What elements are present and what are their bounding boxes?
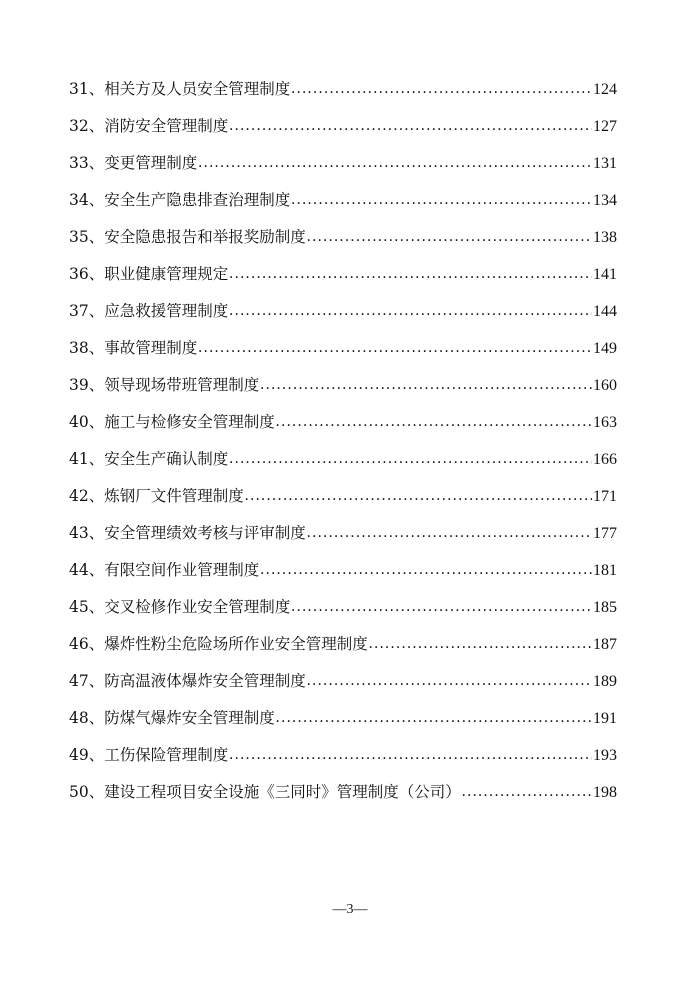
toc-entry-number: 39、 xyxy=(69,376,105,394)
toc-entry-page: 177 xyxy=(593,525,617,542)
toc-leader-dots xyxy=(307,223,592,250)
toc-entry-number: 48、 xyxy=(69,709,105,727)
toc-entry-page: 124 xyxy=(593,81,617,98)
toc-entry-page: 166 xyxy=(593,451,617,468)
toc-entry-title: 有限空间作业管理制度 xyxy=(104,561,260,579)
toc-leader-dots xyxy=(198,334,592,361)
toc-entry-page: 131 xyxy=(593,155,617,172)
toc-entry[interactable] xyxy=(69,631,617,668)
toc-leader-dots xyxy=(229,445,592,472)
toc-leader-dots xyxy=(245,482,592,509)
toc-entry-page: 185 xyxy=(593,599,617,616)
toc-entry[interactable] xyxy=(69,594,617,631)
toc-entry-page: 134 xyxy=(593,192,617,209)
toc-entry-page: 189 xyxy=(593,673,617,690)
toc-entry[interactable] xyxy=(69,261,617,298)
toc-leader-dots xyxy=(307,667,592,694)
toc-entry-title: 相关方及人员安全管理制度 xyxy=(104,80,291,98)
toc-entry-page: 163 xyxy=(593,414,617,431)
toc-entry-number: 38、 xyxy=(69,339,105,357)
toc-entry-page: 171 xyxy=(593,488,617,505)
toc-entry-number: 43、 xyxy=(69,524,105,542)
toc-leader-dots xyxy=(462,778,592,805)
toc-entry-number: 34、 xyxy=(69,191,105,209)
toc-entry-title: 防高温液体爆炸安全管理制度 xyxy=(104,672,306,690)
toc-entry-title: 安全生产确认制度 xyxy=(104,450,229,468)
toc-entry-title: 安全隐患报告和举报奖励制度 xyxy=(104,228,306,246)
toc-entry[interactable] xyxy=(69,483,617,520)
toc-leader-dots xyxy=(291,593,592,620)
toc-entry-title: 事故管理制度 xyxy=(104,339,198,357)
toc-entry-page: 144 xyxy=(593,303,617,320)
toc-entry[interactable] xyxy=(69,779,617,816)
toc-entry-number: 33、 xyxy=(69,154,105,172)
toc-entry-title: 领导现场带班管理制度 xyxy=(104,376,260,394)
toc-entry[interactable] xyxy=(69,446,617,483)
toc-leader-dots xyxy=(198,149,592,176)
toc-entry[interactable] xyxy=(69,742,617,779)
toc-leader-dots xyxy=(229,741,592,768)
toc-leader-dots xyxy=(229,297,592,324)
toc-entry-page: 198 xyxy=(593,784,617,801)
toc-leader-dots xyxy=(291,186,592,213)
toc-leader-dots xyxy=(260,371,592,398)
toc-entry-page: 187 xyxy=(593,636,617,653)
toc-entry-page: 149 xyxy=(593,340,617,357)
toc-leader-dots xyxy=(291,75,592,102)
toc-entry[interactable] xyxy=(69,76,617,113)
toc-entry-number: 37、 xyxy=(69,302,105,320)
toc-entry-page: 191 xyxy=(593,710,617,727)
toc-entry-number: 36、 xyxy=(69,265,105,283)
toc-entry-number: 49、 xyxy=(69,746,105,764)
toc-leader-dots xyxy=(307,519,592,546)
toc-entry-number: 46、 xyxy=(69,635,105,653)
toc-entry-number: 50、 xyxy=(69,783,105,801)
toc-entry-title: 建设工程项目安全设施《三同时》管理制度（公司） xyxy=(104,783,461,801)
toc-entry[interactable] xyxy=(69,150,617,187)
toc-entry-title: 应急救援管理制度 xyxy=(104,302,229,320)
toc-entry[interactable] xyxy=(69,187,617,224)
toc-entry-title: 工伤保险管理制度 xyxy=(104,746,229,764)
toc-entry-number: 35、 xyxy=(69,228,105,246)
toc-leader-dots xyxy=(260,556,592,583)
toc-entry[interactable] xyxy=(69,668,617,705)
toc-entry-title: 炼钢厂文件管理制度 xyxy=(104,487,244,505)
table-of-contents xyxy=(69,76,617,816)
toc-leader-dots xyxy=(276,704,592,731)
toc-entry-title: 安全生产隐患排查治理制度 xyxy=(104,191,291,209)
toc-entry-number: 45、 xyxy=(69,598,105,616)
toc-entry-title: 防煤气爆炸安全管理制度 xyxy=(104,709,275,727)
toc-entry-title: 职业健康管理规定 xyxy=(104,265,229,283)
toc-entry-page: 127 xyxy=(593,118,617,135)
toc-leader-dots xyxy=(369,630,592,657)
toc-leader-dots xyxy=(229,260,592,287)
toc-entry-number: 41、 xyxy=(69,450,105,468)
toc-entry-page: 141 xyxy=(593,266,617,283)
toc-entry[interactable] xyxy=(69,705,617,742)
toc-leader-dots xyxy=(276,408,592,435)
toc-entry-number: 40、 xyxy=(69,413,105,431)
toc-entry-title: 交叉检修作业安全管理制度 xyxy=(104,598,291,616)
toc-entry-title: 变更管理制度 xyxy=(104,154,198,172)
toc-entry[interactable] xyxy=(69,224,617,261)
toc-entry-page: 181 xyxy=(593,562,617,579)
toc-entry[interactable] xyxy=(69,113,617,150)
toc-entry[interactable] xyxy=(69,372,617,409)
toc-entry-number: 44、 xyxy=(69,561,105,579)
toc-entry-page: 160 xyxy=(593,377,617,394)
toc-entry[interactable] xyxy=(69,520,617,557)
toc-entry[interactable] xyxy=(69,409,617,446)
page-footer-number: —3— xyxy=(332,902,368,917)
toc-entry-number: 47、 xyxy=(69,672,105,690)
toc-entry-number: 32、 xyxy=(69,117,105,135)
toc-entry[interactable] xyxy=(69,335,617,372)
toc-leader-dots xyxy=(229,112,592,139)
toc-entry-title: 消防安全管理制度 xyxy=(104,117,229,135)
toc-entry-number: 31、 xyxy=(69,80,105,98)
toc-entry-number: 42、 xyxy=(69,487,105,505)
toc-entry-title: 施工与检修安全管理制度 xyxy=(104,413,275,431)
toc-entry[interactable] xyxy=(69,557,617,594)
toc-entry-page: 193 xyxy=(593,747,617,764)
toc-entry-title: 爆炸性粉尘危险场所作业安全管理制度 xyxy=(104,635,368,653)
toc-entry-title: 安全管理绩效考核与评审制度 xyxy=(104,524,306,542)
toc-entry[interactable] xyxy=(69,298,617,335)
toc-entry-page: 138 xyxy=(593,229,617,246)
